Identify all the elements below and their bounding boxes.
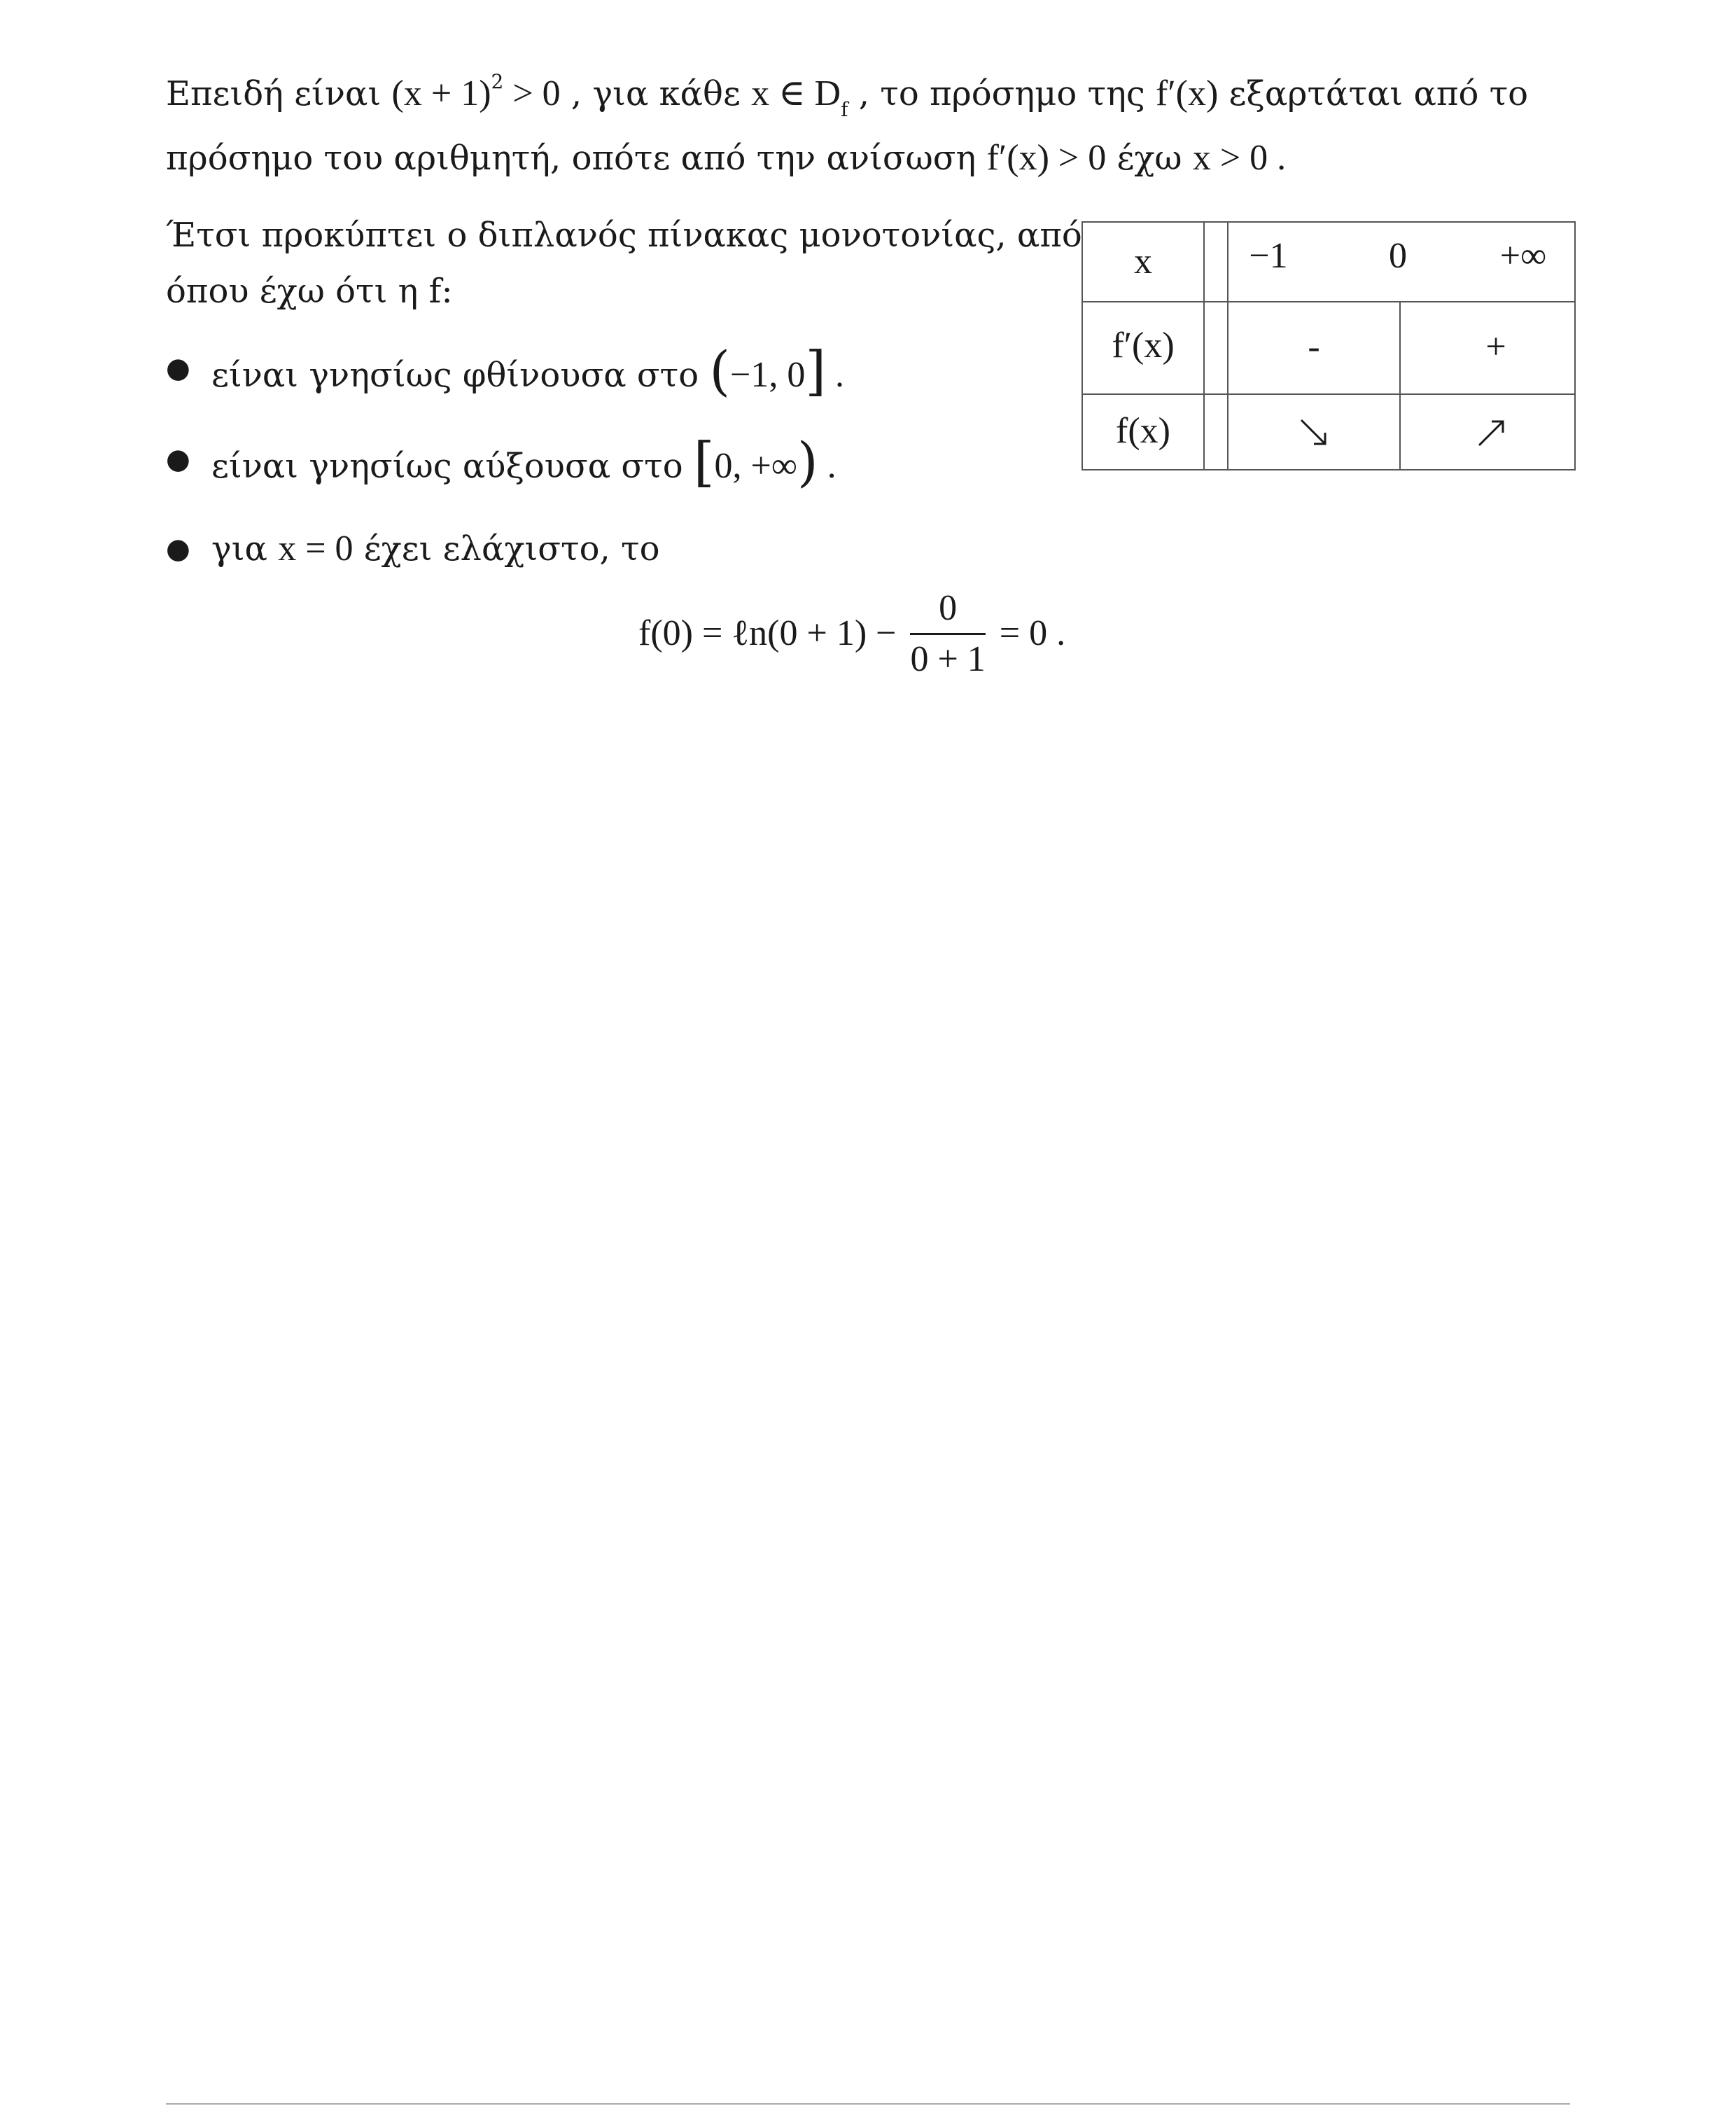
text: έχω [1106, 139, 1193, 178]
text: Επειδή είναι [166, 74, 392, 113]
math: . [818, 446, 836, 486]
fraction-numerator: 0 [910, 587, 985, 635]
monotonicity-table [1082, 221, 1576, 470]
fraction [910, 587, 985, 681]
sign-positive: + [1485, 327, 1506, 367]
superscript: 2 [491, 70, 504, 93]
table-divider [1083, 393, 1574, 395]
text: είναι γνησίως φθίνουσα στο [211, 356, 710, 395]
paragraph-2-line-2: όπου έχω ότι η f: [166, 272, 453, 311]
math: x ∈ D [751, 74, 841, 113]
bracket: [ [693, 431, 715, 493]
subscript: f [841, 98, 848, 121]
math: > 0 [503, 74, 561, 113]
text: είναι γνησίως αύξουσα στο [211, 447, 694, 486]
x-value-minus-one: −1 [1249, 236, 1288, 276]
table-divider [1399, 301, 1401, 469]
sign-negative: - [1308, 327, 1320, 367]
bracket: ( [709, 340, 731, 402]
text: για [211, 529, 279, 569]
bracket: ] [805, 340, 826, 402]
table-divider [1227, 223, 1228, 469]
equation-rhs: = 0 . [999, 613, 1066, 653]
table-divider [1083, 301, 1574, 302]
text: , το πρόσημο της [848, 74, 1156, 113]
x-value-infinity: +∞ [1499, 236, 1547, 276]
math: f′(x) [1155, 74, 1219, 113]
bracket: ) [797, 431, 818, 493]
math: f′(x) > 0 [986, 138, 1107, 178]
fraction-denominator: 0 + 1 [910, 639, 986, 679]
text: έχει ελάχιστο, το [353, 529, 660, 569]
table-divider [1203, 223, 1205, 469]
math: (x + 1) [391, 74, 491, 113]
equation-lhs: f(0) = ℓn(0 + 1) − [638, 613, 897, 653]
bullet-item-decreasing [211, 340, 844, 402]
bullet-icon: ● [166, 533, 190, 565]
math: x = 0 [278, 529, 354, 569]
increasing-arrow-icon [1476, 417, 1507, 448]
bullet-icon: ● [166, 352, 190, 384]
paragraph-1-line-2 [166, 137, 1286, 179]
paragraph-1-line-1 [166, 70, 1529, 121]
interval: −1, 0 [730, 355, 806, 395]
row-header-derivative: f′(x) [1112, 326, 1175, 365]
row-header-x: x [1134, 242, 1152, 281]
interval: 0, +∞ [714, 446, 797, 486]
row-header-function: f(x) [1116, 411, 1170, 451]
bullet-icon: ● [166, 443, 190, 475]
bullet-item-increasing [211, 431, 836, 493]
decreasing-arrow-icon [1298, 417, 1329, 448]
text: εξαρτάται από το [1218, 74, 1529, 113]
footer-rule [166, 2103, 1570, 2105]
math: . [826, 355, 844, 395]
paragraph-2-line-1: Έτσι προκύπτει ο διπλανός πίνακας μονοτονίας, από [166, 216, 1082, 255]
text: , για κάθε [560, 74, 752, 113]
x-value-zero: 0 [1389, 236, 1407, 276]
text: πρόσημο του αριθμητή, οπότε από την ανίσωση [166, 139, 987, 178]
math: x > 0 . [1192, 138, 1287, 178]
minimum-equation [638, 588, 1065, 684]
bullet-item-minimum [211, 528, 659, 570]
